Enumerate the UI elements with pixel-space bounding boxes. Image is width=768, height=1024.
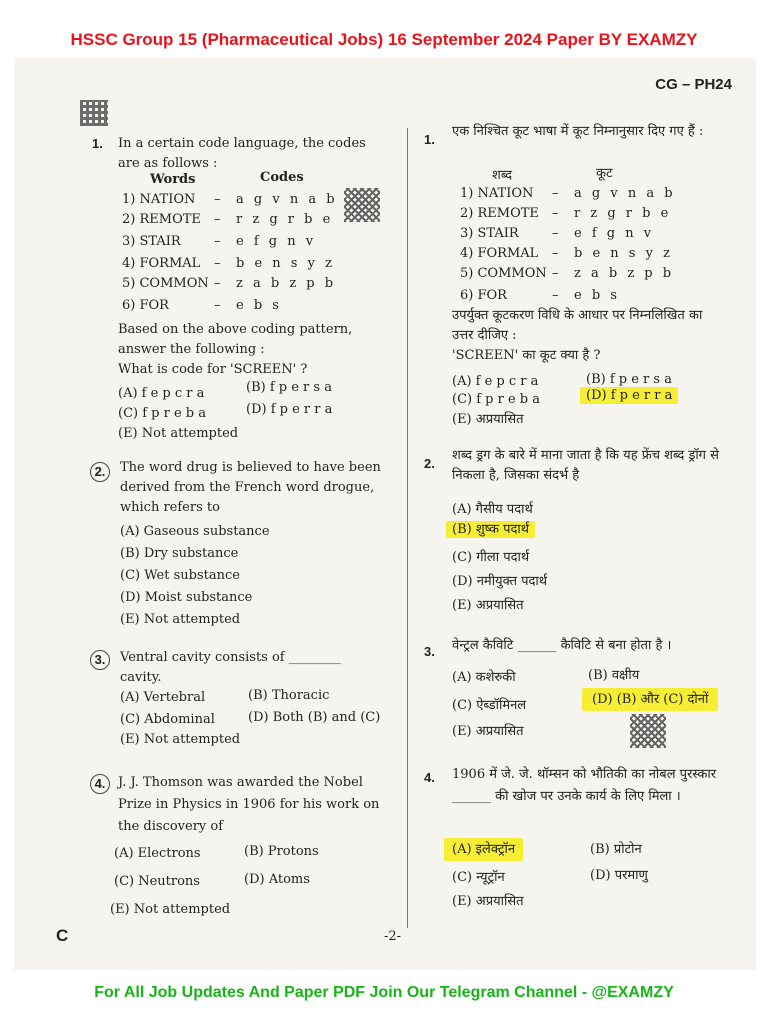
question-text: The word drug is believed to have been derived from the French word drogue, which refers to	[120, 460, 381, 515]
page-number: -2-	[384, 929, 402, 944]
option-e: (E) अप्रयासित	[452, 598, 524, 613]
option-e: (E) अप्रयासित	[452, 724, 524, 739]
option-b: (B) Dry substance	[120, 546, 239, 561]
question-text: 1906 में जे. जे. थॉम्सन को भौतिकी का नोबल पुरस्कार ______ की खोज पर उनके कार्य के लिए मिला ।	[452, 767, 717, 804]
option-e: (E) अप्रयासित	[452, 894, 524, 909]
question-number: 2.	[424, 456, 435, 471]
question-text: एक निश्चित कूट भाषा में कूट निम्नानुसार दिए गए हैं :	[452, 124, 704, 139]
question-prompt: What is code for 'SCREEN' ?	[118, 362, 308, 377]
question-number: 1.	[424, 132, 435, 147]
question-prompt: 'SCREEN' का कूट क्या है ?	[452, 348, 601, 363]
question-number: 3.	[90, 650, 110, 670]
highlighted-answer: (B) शुष्क पदार्थ	[446, 521, 535, 538]
code-row: 6) FOR – e b s	[122, 298, 282, 313]
option-a: (A) f e p c r a	[452, 374, 539, 389]
option-e: (E) अप्रयासित	[452, 412, 524, 427]
header-words: शब्द	[492, 168, 513, 183]
option-a: (A) गैसीय पदार्थ	[452, 502, 533, 517]
question-text: वेन्ट्रल कैविटि ______ कैविटि से बना होता है ।	[452, 638, 672, 653]
option-d	[582, 690, 718, 710]
option-d: (D) Atoms	[244, 872, 310, 887]
highlighted-answer: (D) (B) और (C) दोनों	[582, 688, 718, 711]
code-row: 5) COMMON – z a b z p b	[122, 276, 337, 291]
question-number: 1.	[92, 136, 103, 151]
option-c: (C) Neutrons	[114, 874, 200, 889]
highlighted-answer: (D) f p e r r a	[580, 387, 678, 404]
qr-code-icon	[344, 188, 380, 222]
option-c: (C) f p r e b a	[452, 392, 540, 407]
option-c: (C) गीला पदार्थ	[452, 550, 530, 565]
question-text: Ventral cavity consists of ________ cavity.	[120, 650, 341, 685]
code-row: 4) FORMAL – b e n s y z	[122, 256, 335, 271]
option-c: (C) ऐब्डॉमिनल	[452, 698, 527, 713]
code-row: 4) FORMAL – b e n s y z	[460, 246, 673, 261]
question-number: 4.	[424, 770, 435, 785]
code-row: 3) STAIR – e f g n v	[460, 226, 655, 241]
code-row: 6) FOR – e b s	[460, 288, 620, 303]
option-b: (B) f p e r s a	[586, 372, 672, 387]
option-d: (D) f p e r r a	[246, 402, 333, 417]
highlighted-answer: (A) इलेक्ट्रॉन	[444, 838, 523, 861]
code-row: 3) STAIR – e f g n v	[122, 234, 317, 249]
header-words: Words	[150, 172, 196, 187]
code-row: 5) COMMON – z a b z p b	[460, 266, 675, 281]
question-instruction: उपर्युक्त कूटकरण विधि के आधार पर निम्नलिखित का उत्तर दीजिए :	[452, 308, 703, 343]
option-e: (E) Not attempted	[120, 612, 241, 627]
question-instruction: Based on the above coding pattern, answer the following :	[118, 322, 353, 357]
code-row: 2) REMOTE – r z g r b e	[460, 206, 672, 221]
exam-page	[14, 58, 756, 970]
header-codes: कूट	[596, 166, 613, 181]
option-d	[580, 386, 678, 406]
option-c: (C) Wet substance	[120, 568, 240, 583]
option-e: (E) Not attempted	[120, 732, 241, 747]
option-e: (E) Not attempted	[118, 426, 239, 441]
code-row: 2) REMOTE – r z g r b e	[122, 212, 334, 227]
option-d: (D) नमीयुक्त पदार्थ	[452, 574, 548, 589]
hindi-column	[408, 58, 754, 958]
question-text: J. J. Thomson was awarded the Nobel Prize in Physics in 1906 for his work on the discovery of	[118, 775, 380, 834]
english-column	[14, 58, 404, 958]
option-b: (B) Thoracic	[248, 688, 330, 703]
option-d: (D) परमाणु	[590, 868, 648, 883]
code-row: 1) NATION – a g v n a b	[460, 186, 676, 201]
option-b: (B) प्रोटोन	[590, 842, 642, 857]
option-a: (A) Gaseous substance	[120, 524, 270, 539]
option-d: (D) Moist substance	[120, 590, 253, 605]
option-b	[446, 520, 535, 540]
question-number: 2.	[90, 462, 110, 482]
option-c: (C) Abdominal	[120, 712, 215, 727]
qr-code-icon	[630, 714, 666, 748]
option-b: (B) वक्षीय	[588, 668, 640, 683]
option-a	[444, 840, 523, 860]
option-b: (B) Protons	[244, 844, 319, 859]
option-b: (B) f p e r s a	[246, 380, 332, 395]
booklet-series: C	[56, 926, 69, 945]
option-a: (A) कशेरुकी	[452, 670, 516, 685]
option-a: (A) Electrons	[114, 846, 201, 861]
option-a: (A) Vertebral	[120, 690, 206, 705]
paper-code: CG – PH24	[655, 76, 732, 93]
question-number: 3.	[424, 644, 435, 659]
bottom-banner: For All Job Updates And Paper PDF Join Our Telegram Channel - @EXAMZY	[94, 984, 674, 1001]
option-c: (C) न्यूट्रॉन	[452, 870, 505, 885]
question-text: शब्द ड्रग के बारे में माना जाता है कि यह फ्रेंच शब्द ड्रॉग से निकला है, जिसका संदर्भ है	[452, 448, 719, 483]
option-e: (E) Not attempted	[110, 902, 231, 917]
question-number: 4.	[90, 774, 110, 794]
question-text: In a certain code language, the codes are as follows :	[118, 136, 366, 171]
top-banner: HSSC Group 15 (Pharmaceutical Jobs) 16 September 2024 Paper BY EXAMZY	[70, 30, 698, 49]
code-row: 1) NATION – a g v n a b	[122, 192, 338, 207]
option-c: (C) f p r e b a	[118, 406, 206, 421]
header-codes: Codes	[260, 170, 304, 185]
option-a: (A) f e p c r a	[118, 386, 205, 401]
option-d: (D) Both (B) and (C)	[248, 710, 381, 725]
